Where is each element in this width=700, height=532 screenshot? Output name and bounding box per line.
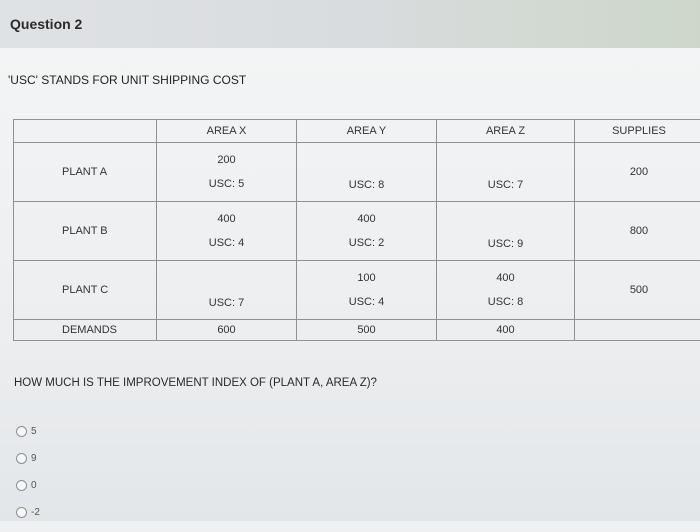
option-9[interactable]	[16, 451, 40, 465]
row-label-demands: DEMANDS	[14, 320, 157, 341]
radio-button[interactable]	[16, 507, 27, 518]
allocation-amount: 400	[357, 213, 375, 225]
header-area-z: AREA Z	[437, 120, 575, 143]
question-title: Question 2	[10, 16, 82, 32]
option-label: 9	[31, 453, 37, 464]
question-header	[0, 0, 700, 49]
allocation-amount: 400	[217, 213, 235, 225]
supply-plant-c: 500	[575, 261, 700, 320]
header-area-y: AREA Y	[297, 120, 437, 143]
cell-plant-b-area-x	[157, 202, 297, 261]
usc-value: USC: 8	[488, 296, 523, 308]
option-0[interactable]	[16, 478, 40, 492]
question-text: HOW MUCH IS THE IMPROVEMENT INDEX OF (PLANT A, AREA Z)?	[14, 377, 377, 389]
usc-value: USC: 2	[349, 237, 384, 249]
usc-value: USC: 7	[488, 179, 523, 191]
allocation-amount: 400	[496, 272, 514, 284]
usc-value: USC: 9	[488, 238, 523, 250]
table-row-demands	[14, 320, 700, 341]
table-header-row	[14, 120, 700, 143]
cell-plant-b-area-y	[297, 202, 437, 261]
table-row-plant-c	[14, 261, 700, 320]
table-row-plant-b	[14, 202, 700, 261]
radio-button[interactable]	[16, 480, 27, 491]
supply-plant-b: 800	[575, 202, 700, 261]
demand-area-z: 400	[437, 320, 575, 341]
cell-plant-b-area-z	[437, 202, 575, 261]
radio-button[interactable]	[16, 426, 27, 437]
usc-value: USC: 5	[209, 178, 244, 190]
radio-button[interactable]	[16, 453, 27, 464]
table-row-plant-a	[14, 143, 700, 202]
header-area-x: AREA X	[157, 120, 297, 143]
cell-plant-c-area-y	[297, 261, 437, 320]
option-label: -2	[31, 507, 40, 518]
demand-area-x: 600	[157, 320, 297, 341]
usc-note: 'USC' STANDS FOR UNIT SHIPPING COST	[8, 73, 246, 87]
supply-plant-a: 200	[575, 143, 700, 202]
cell-plant-c-area-z	[437, 261, 575, 320]
usc-value: USC: 8	[349, 179, 384, 191]
transportation-table	[13, 119, 700, 341]
usc-value: USC: 4	[349, 296, 384, 308]
option-5[interactable]	[16, 424, 40, 438]
header-supplies: SUPPLIES	[575, 120, 700, 143]
usc-value: USC: 4	[209, 237, 244, 249]
row-label-plant-c: PLANT C	[14, 261, 157, 320]
allocation-amount: 100	[357, 272, 375, 284]
answer-options	[16, 424, 40, 532]
option-minus-2[interactable]	[16, 505, 40, 519]
usc-value: USC: 7	[209, 297, 244, 309]
row-label-plant-b: PLANT B	[14, 202, 157, 261]
cell-plant-a-area-y	[297, 143, 437, 202]
allocation-amount: 200	[217, 154, 235, 166]
option-label: 5	[31, 426, 37, 437]
demand-area-y: 500	[297, 320, 437, 341]
row-label-plant-a: PLANT A	[14, 143, 157, 202]
option-label: 0	[31, 480, 37, 491]
header-cell-empty	[14, 120, 157, 143]
demand-supply-empty	[575, 320, 700, 341]
cell-plant-c-area-x	[157, 261, 297, 320]
cell-plant-a-area-x	[157, 143, 297, 202]
cell-plant-a-area-z	[437, 143, 575, 202]
